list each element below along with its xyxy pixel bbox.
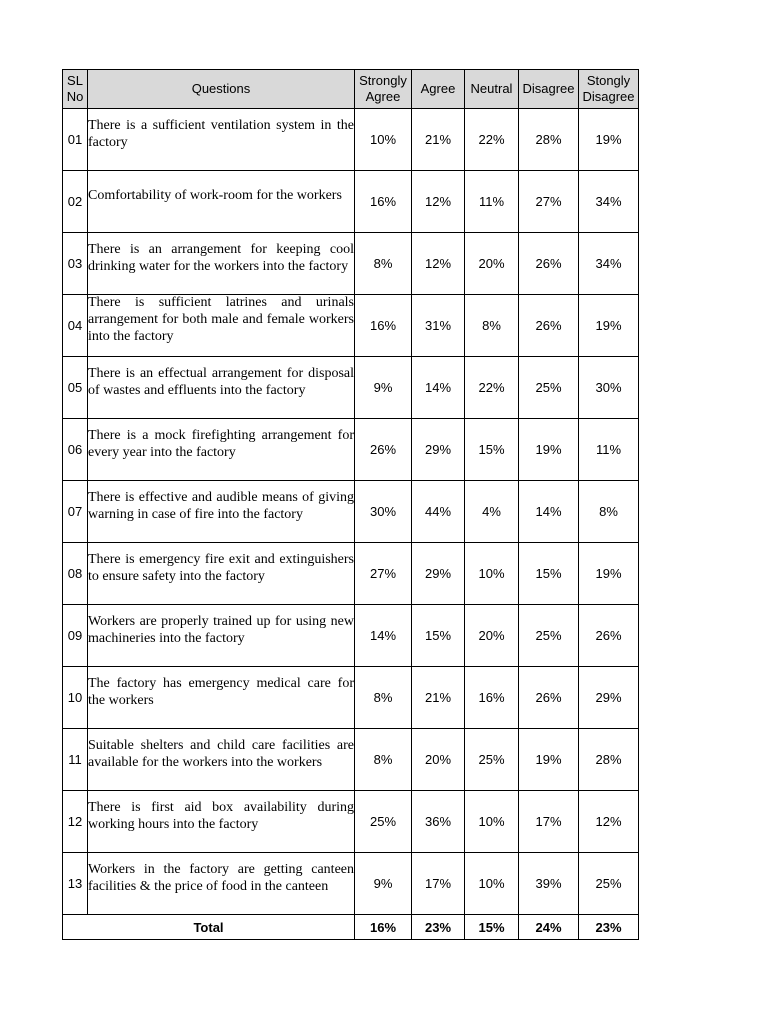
table-row: [63, 233, 639, 295]
cell-strongly-agree: 8%: [355, 667, 412, 729]
table-row: [63, 171, 639, 233]
table-row: [63, 357, 639, 419]
table-row: [63, 729, 639, 791]
cell-agree: 15%: [412, 605, 465, 667]
header-strongly-agree: Strongly Agree: [355, 70, 412, 109]
table-row: [63, 295, 639, 357]
cell-agree: 12%: [412, 233, 465, 295]
question-text: There is emergency fire exit and extinguishers to ensure safety into the factory: [88, 551, 354, 584]
cell-disagree: 25%: [519, 605, 579, 667]
cell-disagree: 19%: [519, 729, 579, 791]
cell-strongly-agree: 9%: [355, 357, 412, 419]
row-sl-no: 08: [63, 543, 88, 605]
cell-agree: 36%: [412, 791, 465, 853]
row-question: [88, 729, 355, 791]
cell-neutral: 8%: [465, 295, 519, 357]
row-question: [88, 109, 355, 171]
cell-disagree: 25%: [519, 357, 579, 419]
cell-strongly-disagree: 28%: [579, 729, 639, 791]
total-strongly-disagree: 23%: [579, 915, 639, 940]
cell-disagree: 14%: [519, 481, 579, 543]
question-text: There is an effectual arrangement for disposal of wastes and effluents into the factory: [88, 365, 354, 398]
row-sl-no: 12: [63, 791, 88, 853]
row-question: [88, 605, 355, 667]
row-question: [88, 419, 355, 481]
row-sl-no: 13: [63, 853, 88, 915]
cell-disagree: 26%: [519, 233, 579, 295]
header-questions: Questions: [88, 70, 355, 109]
cell-strongly-agree: 16%: [355, 171, 412, 233]
cell-strongly-agree: 8%: [355, 233, 412, 295]
cell-agree: 17%: [412, 853, 465, 915]
table-body: [63, 109, 639, 940]
table-row: [63, 853, 639, 915]
header-strongly-disagree: Stongly Disagree: [579, 70, 639, 109]
total-row: [63, 915, 639, 940]
cell-agree: 31%: [412, 295, 465, 357]
cell-neutral: 20%: [465, 605, 519, 667]
cell-agree: 29%: [412, 543, 465, 605]
row-question: [88, 233, 355, 295]
question-text: There is effective and audible means of giving warning in case of fire into the factory: [88, 489, 354, 522]
row-question: [88, 357, 355, 419]
row-sl-no: 11: [63, 729, 88, 791]
cell-strongly-disagree: 8%: [579, 481, 639, 543]
row-sl-no: 03: [63, 233, 88, 295]
cell-disagree: 26%: [519, 295, 579, 357]
cell-neutral: 25%: [465, 729, 519, 791]
cell-agree: 14%: [412, 357, 465, 419]
question-text: There is sufficient latrines and urinals arrangement for both male and female workers into the factory: [88, 295, 354, 344]
question-text: The factory has emergency medical care for the workers: [88, 675, 354, 708]
row-question: [88, 667, 355, 729]
cell-neutral: 11%: [465, 171, 519, 233]
table-row: [63, 481, 639, 543]
cell-strongly-disagree: 26%: [579, 605, 639, 667]
cell-strongly-disagree: 19%: [579, 109, 639, 171]
cell-agree: 29%: [412, 419, 465, 481]
question-text: There is a mock firefighting arrangement for every year into the factory: [88, 427, 354, 460]
total-neutral: 15%: [465, 915, 519, 940]
cell-strongly-agree: 30%: [355, 481, 412, 543]
cell-disagree: 27%: [519, 171, 579, 233]
cell-neutral: 10%: [465, 853, 519, 915]
table-row: [63, 419, 639, 481]
cell-disagree: 26%: [519, 667, 579, 729]
header-sl-no: SL No: [63, 70, 88, 109]
question-text: There is first aid box availability during working hours into the factory: [88, 799, 354, 832]
question-text: Suitable shelters and child care facilities are available for the workers into the workers: [88, 737, 354, 770]
question-text: Workers in the factory are getting canteen facilities & the price of food in the canteen: [88, 861, 354, 894]
cell-agree: 12%: [412, 171, 465, 233]
cell-agree: 20%: [412, 729, 465, 791]
row-sl-no: 07: [63, 481, 88, 543]
cell-strongly-agree: 25%: [355, 791, 412, 853]
cell-agree: 21%: [412, 667, 465, 729]
question-text: There is an arrangement for keeping cool drinking water for the workers into the factory: [88, 241, 354, 274]
row-question: [88, 543, 355, 605]
survey-table: [62, 69, 639, 940]
row-question: [88, 171, 355, 233]
question-text: There is a sufficient ventilation system in the factory: [88, 117, 354, 150]
row-sl-no: 06: [63, 419, 88, 481]
cell-strongly-agree: 10%: [355, 109, 412, 171]
row-question: [88, 481, 355, 543]
cell-agree: 44%: [412, 481, 465, 543]
cell-strongly-agree: 9%: [355, 853, 412, 915]
cell-strongly-disagree: 25%: [579, 853, 639, 915]
cell-strongly-disagree: 29%: [579, 667, 639, 729]
cell-strongly-agree: 27%: [355, 543, 412, 605]
row-sl-no: 02: [63, 171, 88, 233]
total-strongly-agree: 16%: [355, 915, 412, 940]
total-disagree: 24%: [519, 915, 579, 940]
cell-strongly-disagree: 34%: [579, 233, 639, 295]
cell-neutral: 16%: [465, 667, 519, 729]
cell-strongly-disagree: 19%: [579, 295, 639, 357]
row-question: [88, 295, 355, 357]
cell-strongly-disagree: 19%: [579, 543, 639, 605]
cell-disagree: 39%: [519, 853, 579, 915]
cell-neutral: 15%: [465, 419, 519, 481]
table-row: [63, 667, 639, 729]
cell-strongly-disagree: 30%: [579, 357, 639, 419]
cell-strongly-agree: 14%: [355, 605, 412, 667]
table-row: [63, 543, 639, 605]
row-sl-no: 01: [63, 109, 88, 171]
question-text: Workers are properly trained up for using new machineries into the factory: [88, 613, 354, 646]
cell-neutral: 20%: [465, 233, 519, 295]
cell-neutral: 4%: [465, 481, 519, 543]
row-sl-no: 04: [63, 295, 88, 357]
cell-strongly-agree: 8%: [355, 729, 412, 791]
header-disagree: Disagree: [519, 70, 579, 109]
cell-disagree: 17%: [519, 791, 579, 853]
cell-disagree: 19%: [519, 419, 579, 481]
cell-disagree: 28%: [519, 109, 579, 171]
cell-strongly-agree: 26%: [355, 419, 412, 481]
cell-strongly-agree: 16%: [355, 295, 412, 357]
row-question: [88, 791, 355, 853]
header-agree: Agree: [412, 70, 465, 109]
question-text: Comfortability of work-room for the workers: [88, 188, 342, 203]
cell-neutral: 10%: [465, 543, 519, 605]
cell-agree: 21%: [412, 109, 465, 171]
row-sl-no: 09: [63, 605, 88, 667]
header-neutral: Neutral: [465, 70, 519, 109]
total-label: Total: [63, 915, 355, 940]
total-agree: 23%: [412, 915, 465, 940]
cell-strongly-disagree: 34%: [579, 171, 639, 233]
row-sl-no: 10: [63, 667, 88, 729]
cell-disagree: 15%: [519, 543, 579, 605]
table-row: [63, 791, 639, 853]
row-sl-no: 05: [63, 357, 88, 419]
cell-neutral: 22%: [465, 357, 519, 419]
cell-strongly-disagree: 11%: [579, 419, 639, 481]
table-row: [63, 605, 639, 667]
table-header: [63, 70, 639, 109]
table-row: [63, 109, 639, 171]
cell-neutral: 22%: [465, 109, 519, 171]
cell-strongly-disagree: 12%: [579, 791, 639, 853]
row-question: [88, 853, 355, 915]
cell-neutral: 10%: [465, 791, 519, 853]
